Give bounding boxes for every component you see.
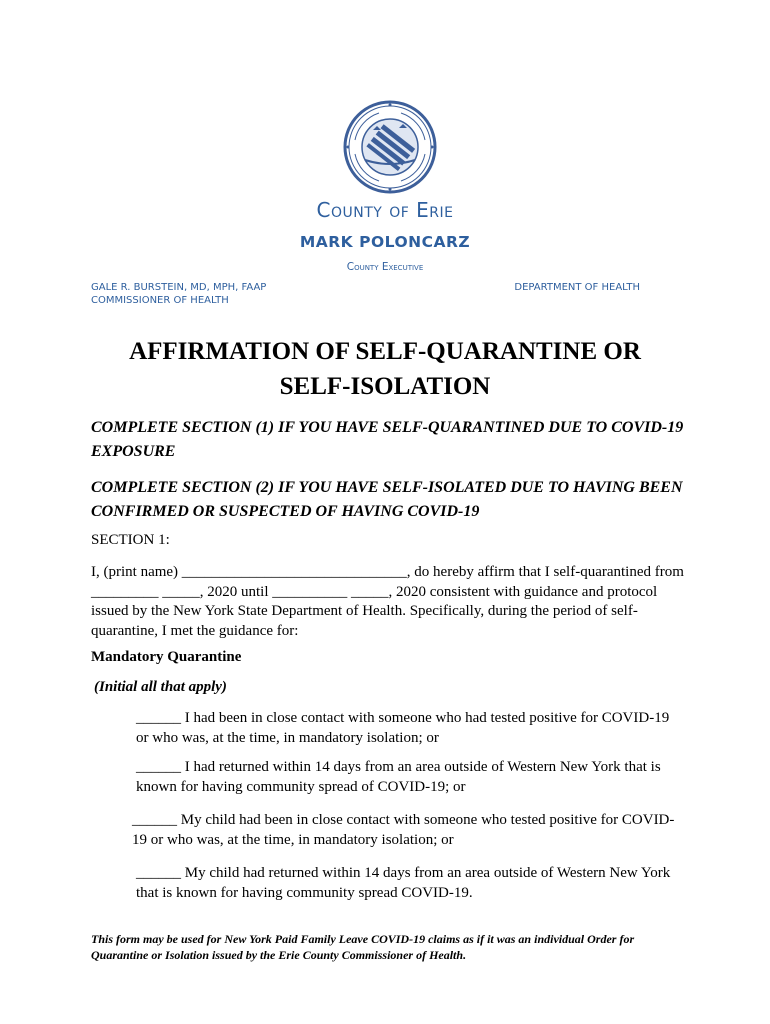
initial-instruction: (Initial all that apply) bbox=[94, 679, 227, 695]
title-line-1: AFFIRMATION OF SELF-QUARANTINE OR bbox=[129, 338, 641, 365]
commissioner-block bbox=[91, 281, 266, 307]
title-line-2: SELF-ISOLATION bbox=[279, 373, 491, 400]
instruction-section-2: COMPLETE SECTION (2) IF YOU HAVE SELF-ISOLATED DUE TO HAVING BEEN CONFIRMED OR SUSPECTED OF HAVING COVID-19 bbox=[91, 479, 683, 520]
commissioner-title: COMMISSIONER OF HEALTH bbox=[91, 295, 229, 306]
quarantine-option-travel: ______ I had returned within 14 days from an area outside of Western New York that is known for having community spread of COVID-19; or bbox=[136, 759, 661, 795]
affirmation-paragraph: I, (print name) ______________________________, do hereby affirm that I self-quarantined from _________ _____, 2020 until __________ _____, 2020 consistent with guidance and protocol issued by the New York State Department of Health. Specifically, during the period of self-quarantine, I met the guidance for: bbox=[91, 564, 684, 639]
instruction-section-1: COMPLETE SECTION (1) IF YOU HAVE SELF-QUARANTINED DUE TO COVID-19 EXPOSURE bbox=[91, 419, 684, 460]
department-name: DEPARTMENT OF HEALTH bbox=[514, 282, 640, 293]
county-name: County of Erie bbox=[316, 198, 454, 222]
commissioner-name: GALE R. BURSTEIN, MD, MPH, FAAP bbox=[91, 282, 267, 293]
document-title bbox=[0, 334, 770, 404]
county-seal-icon bbox=[343, 100, 437, 194]
executive-name: MARK POLONCARZ bbox=[299, 233, 471, 251]
executive-title: County Executive bbox=[346, 261, 424, 273]
quarantine-option-contact: ______ I had been in close contact with someone who had tested positive for COVID-19 or who was, at the time, in mandatory isolation; or bbox=[136, 710, 670, 746]
footer-note: This form may be used for New York Paid Family Leave COVID-19 claims as if it was an individual Order for Quarantine or Isolation issued by the Erie County Commissioner of Health. bbox=[91, 932, 635, 962]
section-1-label: SECTION 1: bbox=[91, 532, 170, 548]
quarantine-option-child-contact: ______ My child had been in close contact with someone who tested positive for COVID-19 or who was, at the time, in mandatory isolation; or bbox=[132, 812, 675, 848]
quarantine-option-child-travel: ______ My child had returned within 14 days from an area outside of Western New York that is known for having community spread COVID-19. bbox=[136, 865, 671, 901]
mandatory-quarantine-heading: Mandatory Quarantine bbox=[91, 649, 242, 665]
